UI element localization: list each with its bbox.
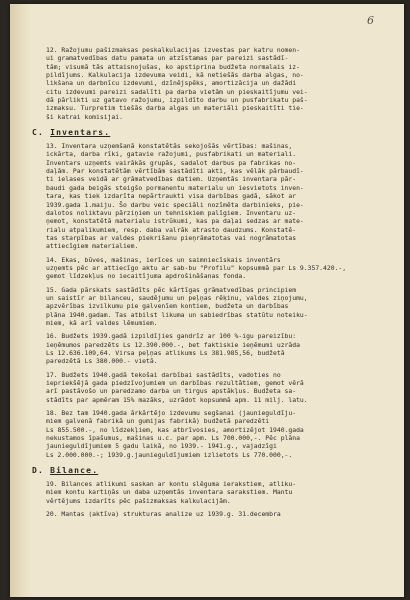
paragraph: 15. Gada pārskats sastādīts pēc kārtīgas grāmatvedības principiem un saistīr ar bilanceu, saudējumu un peļņas rēķinu, valdes ziņojumu, apzvērības izvilkumu pie galvenīem kontiem, budžeta un darbības plāna 1940.gadam. Tas atbilst likuma un sabiedrības statūtu noteiku- miem, kā arī valdes lēmumiem. [46,285,308,327]
section-letter: C. [32,128,45,138]
document-body [32,46,382,524]
section-heading [32,128,382,137]
paragraph: 20. Mantas (aktīva) strukturas analize uz 1939.g. 31.decembra [46,510,281,519]
page-number: 6 [367,14,374,27]
paragraph: 14. Ekas, būves, mašinas, ierīces un saimniecīskais inventārs uzņemts pēc ar attiecīgo aktu ar sab-bu "Profilu" kopsummā par Ls 9.357.420.-, gemot līdzekļus no iecaitījuma apdrošināšanas fonda. [46,255,347,281]
paragraph: 16. Budžets 1939.gadā izpildījies gandrīz ar 100 %-igu pareizību: ieņēmumos paredzēts Ls 12.390.000.-, bet faktiskie ieņēmumi uzrāda Ls 12.636.109,64. Virsa peļņas atlikums Ls 381.985,56, budžetā paredzētā Ls 380.000.- vietā. [46,332,300,366]
paragraph: 17. Budžets 1940.gadā tekošai darbībai sastādīts, vadoties no iepriekšējā gada piedzīvojumiem un darbības rezultātiem, gemot vērā arī pastāvošo un paredzamo darba un tirgus apstākļus. Budžeta sa- stādīts par apmēram 15% mazāks, uzrādot kopsummā apm. 11 milj. latu. [46,370,308,404]
paragraph: 18. Bez tam 1940.gada ārkārtējo izdevumu segšanai (jaunieguldīju- miem galvenā fabrikā un gumijas fabrikā) budžetā paredzēti Ls 855.500.-, no līdzekļiem, kas atbrīvosies, amortizējot 1940.gada nekustamos īpašumus, mašinas u.c. par apm. Ls 700.000,-. Pēc plāna jaunieguldījumiem 5 gadu laikā, no 1939.- 1941.g., vajadzīgi Ls 2.000.000.-; 1939.g.jaunieguldījumiem izlietots Ls 770.000,-. [46,409,304,459]
page-binding-edge [10,4,32,597]
section-title: Bilance. [50,466,99,476]
paragraph: 12. Ražojumu pašizmaksas peskalkulacijas izvestas par katru nomen- ui gramatvedības datu pamata un atzīstamas par pareizi sastādī- tām; visumā tās attaisnojušas, ko apstiprina budžeta normalais iz- pildījums. Kalkulacija izdevuma veidi, kā netiešās darba algas, no- likšana un darbnīcu izdevumi, dzīnējspēks, amortizācija un dažādi citu izdevumi pareizi sadalīti pa darba vietām un pieskaitījumu vei- dā pārlikti uz gatavo ražojumu, izpildīto darbu un pusfabrikatu paš- izmaksu. Turpretim tiešās darba algas un materiāli pieskaitīti tie- ši katrai komisijai. [46,46,308,121]
document-page [10,4,404,597]
paragraph: 13. Inventara uzņemšanā konstatētās sekojošās vērtības: mašinas, ickārta, darba rīki, gatavie ražojumi, pusfabrikati un materiali. Inventars uzņemts vairākās grupās, sadalot darbus pa fabrikas no- daļām. Par konstatētām vērtībām sastādīti akti, kas vēlāk pārbaudī- ti ielases veidā ar grāmatvedības datiem. Uzņemtās inventara pār- baudi gada beigās steigšo pormanentu materialu un iesvietots inven- tara, kas tiek izdarīta nepārtraukti visa darbības gadā, sākot ar 1939.gada 1.maiju. Šo darbu veic speciāli nozīmēta darbinieks, pie- dalotos noliktavu pārziņiem un tehniskiem palīgiem. Inventaru uz- ņemot, konstatētā materialu istrūkumi, kas pa daļai sedzas ar mate- rialu atpalikumiem, resp. daba valrāk atrasto daudzums. Konstatē- tas starpības ar valdes piekrišanu pieņrāmatotas vai nogrāmatotas attiecīgiem materialiem. [46,142,304,251]
section-heading [32,466,382,475]
section-title: Inventars. [50,128,111,138]
paragraph: 19. Bilances atlikumi saskan ar kontu slēguma ierakstiem, atliku- miem kontu kartiņās un daba uzņemtās inventara sarakstiem. Mantu vērtējums izdarīts pēc pašizmaksas kalkulacijām. [46,480,297,505]
section-letter: D. [32,466,45,476]
